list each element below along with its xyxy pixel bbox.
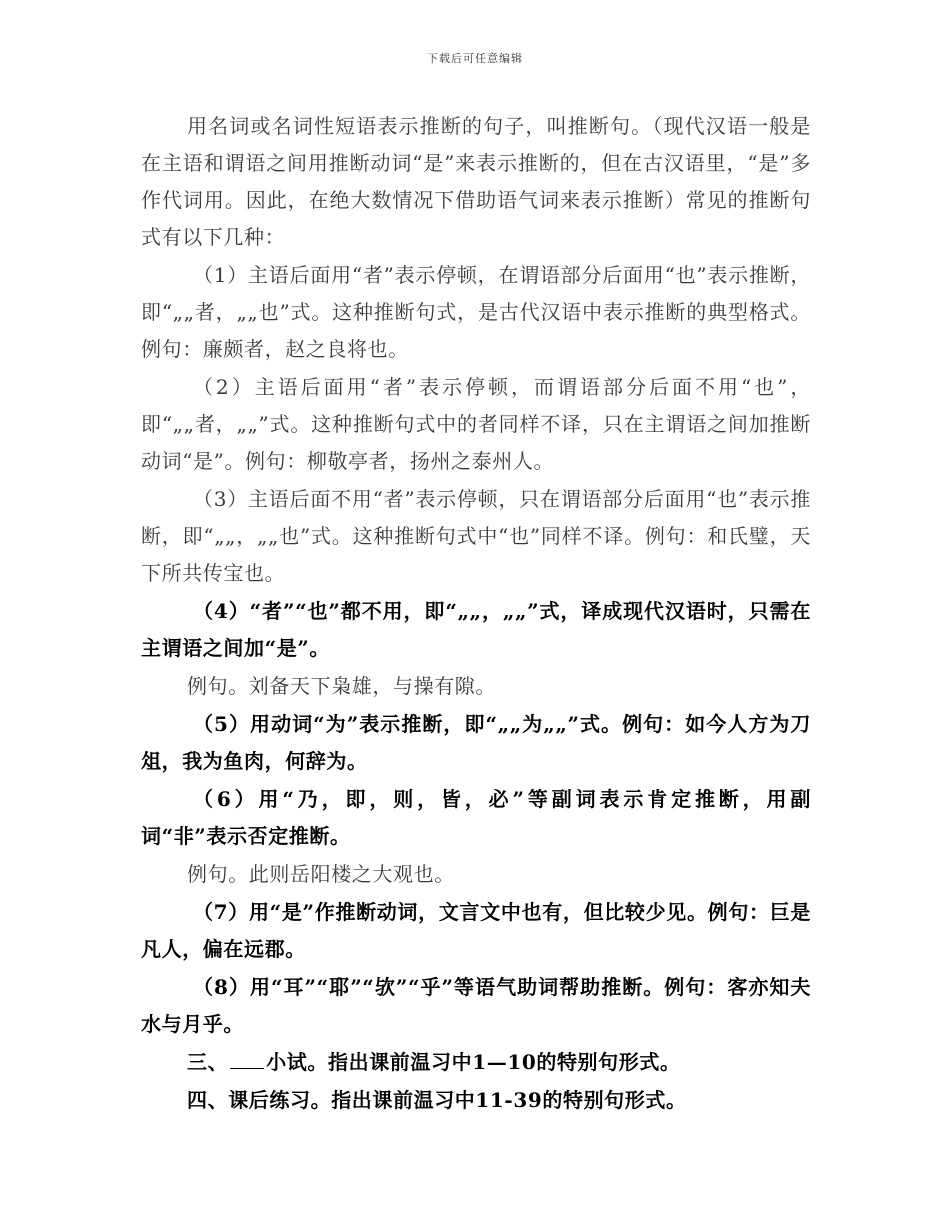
pattern-3-paragraph: （3）主语后面不用“者”表示停顿，只在谓语部分后面用“也”表示推断，即“„„，„„也”式。这种推断句式中“也”同样不译。例句：和氏璧，天下所共传宝也。 xyxy=(141,487,811,585)
fill-blank-line xyxy=(230,1050,264,1069)
pattern-1-paragraph: （1）主语后面用“者”表示停顿，在谓语部分后面用“也”表示推断，即“„„者，„„也”式。这种推断句式，是古代汉语中表示推断的典型格式。例句：廉颇者，赵之良将也。 xyxy=(141,263,811,361)
pattern-8-paragraph: （8）用“耳”“耶”“欤”“乎”等语气助词帮助推断。例句：客亦知夫水与月乎。 xyxy=(141,975,811,1036)
section-four-paragraph: 四、课后练习。指出课前温习中11-39的特别句形式。 xyxy=(187,1088,687,1112)
pattern-5-paragraph: （5）用动词“为”表示推断，即“„„为„„”式。例句：如今人方为刀俎，我为鱼肉，何辞为。 xyxy=(141,712,811,773)
intro-paragraph: 用名词或名词性短语表示推断的句子，叫推断句。（现代汉语一般是在主语和谓语之间用推断动词“是”来表示推断的，但在古汉语里，“是”多作代词用。因此，在绝大数情况下借助语气词来表示推断）常见的推断句式有以下几种： xyxy=(141,114,811,249)
pattern-4-paragraph: （4）“者”“也”都不用，即“„„，„„”式，译成现代汉语时，只需在主谓语之间加“是”。 xyxy=(141,599,811,660)
example-paragraph: 例句。此则岳阳楼之大观也。 xyxy=(187,862,455,886)
pattern-6-paragraph: （6）用“乃，即，则，皆，必”等副词表示肯定推断，用副词“非”表示否定推断。 xyxy=(141,787,811,848)
pattern-2-paragraph: （2）主语后面用“者”表示停顿，而谓语部分后面不用“也”，即“„„者，„„”式。这种推断句式中的者同样不译，只在主谓语之间加推断动词“是”。例句：柳敬亭者，扬州之泰州人。 xyxy=(141,375,811,473)
section-three-text: 小试。指出课前温习中1—10的特别句形式。 xyxy=(266,1050,681,1074)
example-paragraph: 例句。刘备天下枭雄，与操有隙。 xyxy=(187,674,496,698)
page-header: 下载后可任意编辑 xyxy=(427,52,523,65)
section-three-prefix: 三、 xyxy=(187,1050,229,1074)
pattern-7-paragraph: （7）用“是”作推断动词，文言文中也有，但比较少见。例句：巨是凡人，偏在远郡。 xyxy=(141,900,811,961)
document-body xyxy=(141,108,811,1120)
section-three-paragraph xyxy=(141,1044,811,1081)
